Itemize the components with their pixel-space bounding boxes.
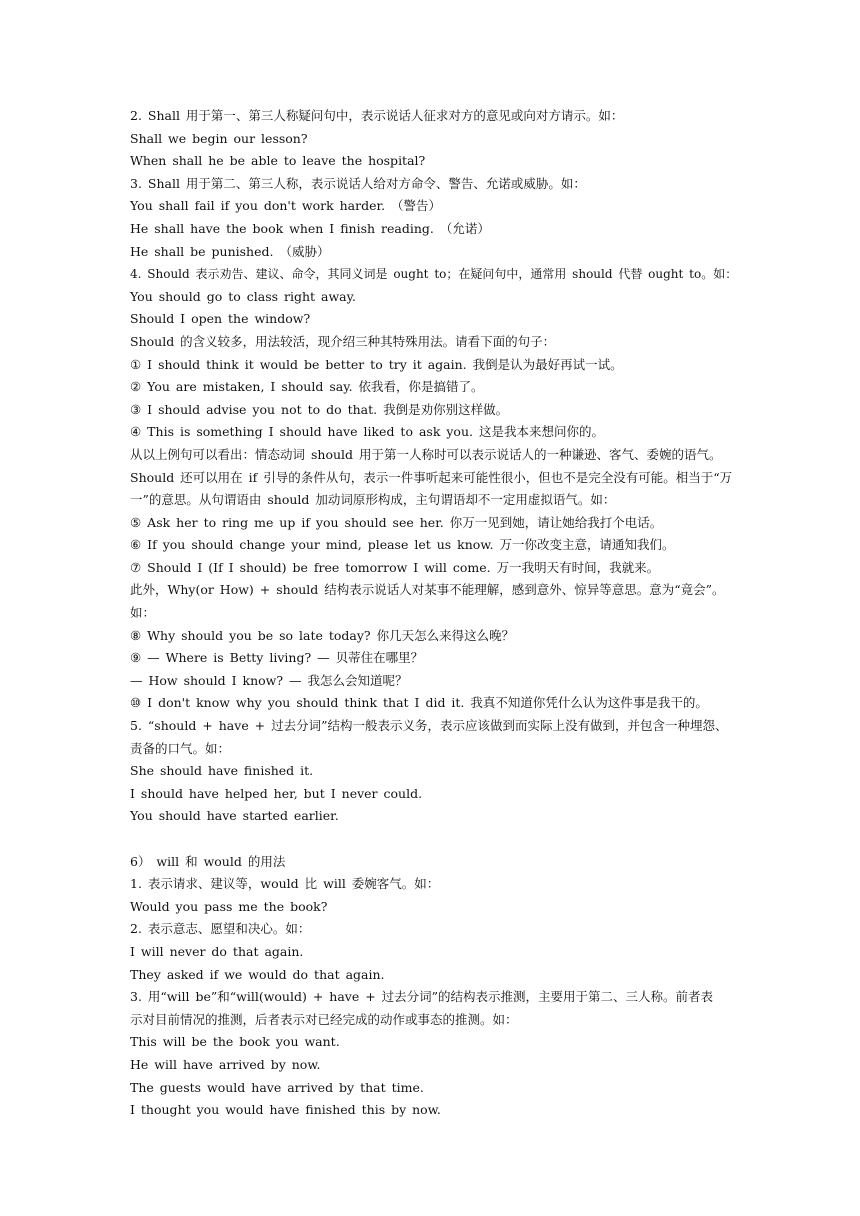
text-line: Should 还可以用在 if 引导的条件从句，表示一件事听起来可能性很小，但也不是完全没有可能。相当于“万 [130, 469, 733, 485]
text-line: He shall be punished. （威胁） [130, 243, 330, 259]
document-body [130, 105, 740, 1122]
text-line: I will never do that again. [130, 943, 304, 959]
text-line: Would you pass me the book? [130, 898, 328, 914]
text-line: When shall he be able to leave the hospital? [130, 153, 426, 169]
text-line: Should 的含义较多，用法较活，现介绍三种其特殊用法。请看下面的句子： [130, 333, 556, 349]
text-line: 1. 表示请求、建议等，would 比 will 委婉客气。如： [130, 876, 440, 892]
text-line: 示对目前情况的推测，后者表示对已经完成的动作或事态的推测。如： [130, 1011, 518, 1027]
text-line: ② You are mistaken, I should say. 依我看，你是搞错了。 [130, 379, 484, 395]
text-line: ⑥ If you should change your mind, please let us know. 万一你改变主意，请通知我们。 [130, 537, 675, 553]
text-line: 责备的口气。如： [130, 740, 231, 756]
text-line: ① I should think it would be better to try it again. 我倒是认为最好再试一试。 [130, 356, 623, 372]
text-line: I thought you would have finished this by now. [130, 1102, 441, 1118]
text-line: You should have started earlier. [130, 808, 339, 824]
text-line: You should go to class right away. [130, 288, 357, 304]
text-line: 此外，Why(or How) + should 结构表示说话人对某事不能理解，感到意外、惊异等意思。意为“竟会”。 [130, 582, 725, 598]
section-heading: 6） will 和 would 的用法 [130, 853, 286, 869]
text-line: They asked if we would do that again. [130, 966, 385, 982]
text-line: ④ This is something I should have liked to ask you. 这是我本来想问你的。 [130, 424, 604, 440]
text-line: 如： [130, 605, 156, 621]
text-line: I should have helped her, but I never could. [130, 785, 423, 801]
text-line: He shall have the book when I finish reading. （允诺） [130, 220, 490, 236]
text-line: ⑦ Should I (If I should) be free tomorrow I will come. 万一我明天有时间，我就来。 [130, 559, 660, 575]
text-line: 3. 用“will be”和“will(would) + have + 过去分词”的结构表示推测，主要用于第二、三人称。前者表 [130, 989, 714, 1005]
text-line: She should have finished it. [130, 763, 314, 779]
text-line: ⑨ — Where is Betty living? — 贝蒂住在哪里？ [130, 650, 424, 666]
text-line: ⑩ I don't know why you should think that I did it. 我真不知道你凭什么认为这件事是我干的。 [130, 695, 708, 711]
text-line: 5. “should + have + 过去分词”结构一般表示义务，表示应该做到而实际上没有做到，并包含一种埋怨、 [130, 718, 728, 734]
text-line: 2. Shall 用于第一、第三人称疑问句中，表示说话人征求对方的意见或向对方请示。如： [130, 108, 624, 123]
text-line: ⑤ Ask her to ring me up if you should see her. 你万一见到她，请让她给我打个电话。 [130, 514, 663, 530]
text-line: This will be the book you want. [130, 1034, 340, 1050]
blank-line [130, 828, 740, 851]
text-line: Should I open the window? [130, 311, 311, 327]
text-line: You shall fail if you don't work harder. （警告） [130, 198, 442, 214]
text-line: He will have arrived by now. [130, 1056, 321, 1072]
text-line: 从以上例句可以看出：情态动词 should 用于第一人称时可以表示说话人的一种谦逊、客气、委婉的语气。 [130, 446, 722, 462]
text-line: 3. Shall 用于第二、第三人称，表示说话人给对方命令、警告、允诺或威胁。如： [130, 175, 586, 191]
text-line: 4. Should 表示劝告、建议、命令，其同义词是 ought to；在疑问句中，通常用 should 代替 ought to。如： [130, 267, 738, 282]
text-line: The guests would have arrived by that time. [130, 1079, 424, 1095]
text-line: 2. 表示意志、愿望和决心。如： [130, 921, 311, 937]
text-line: — How should I know? — 我怎么会知道呢？ [130, 672, 408, 688]
text-line: ⑧ Why should you be so late today? 你几天怎么来得这么晚？ [130, 627, 515, 643]
text-line: ③ I should advise you not to do that. 我倒是劝你别这样做。 [130, 401, 509, 417]
text-line: Shall we begin our lesson? [130, 130, 308, 146]
text-line: 一”的意思。从句谓语由 should 加动词原形构成，主句谓语却不一定用虚拟语气。如： [130, 492, 616, 508]
